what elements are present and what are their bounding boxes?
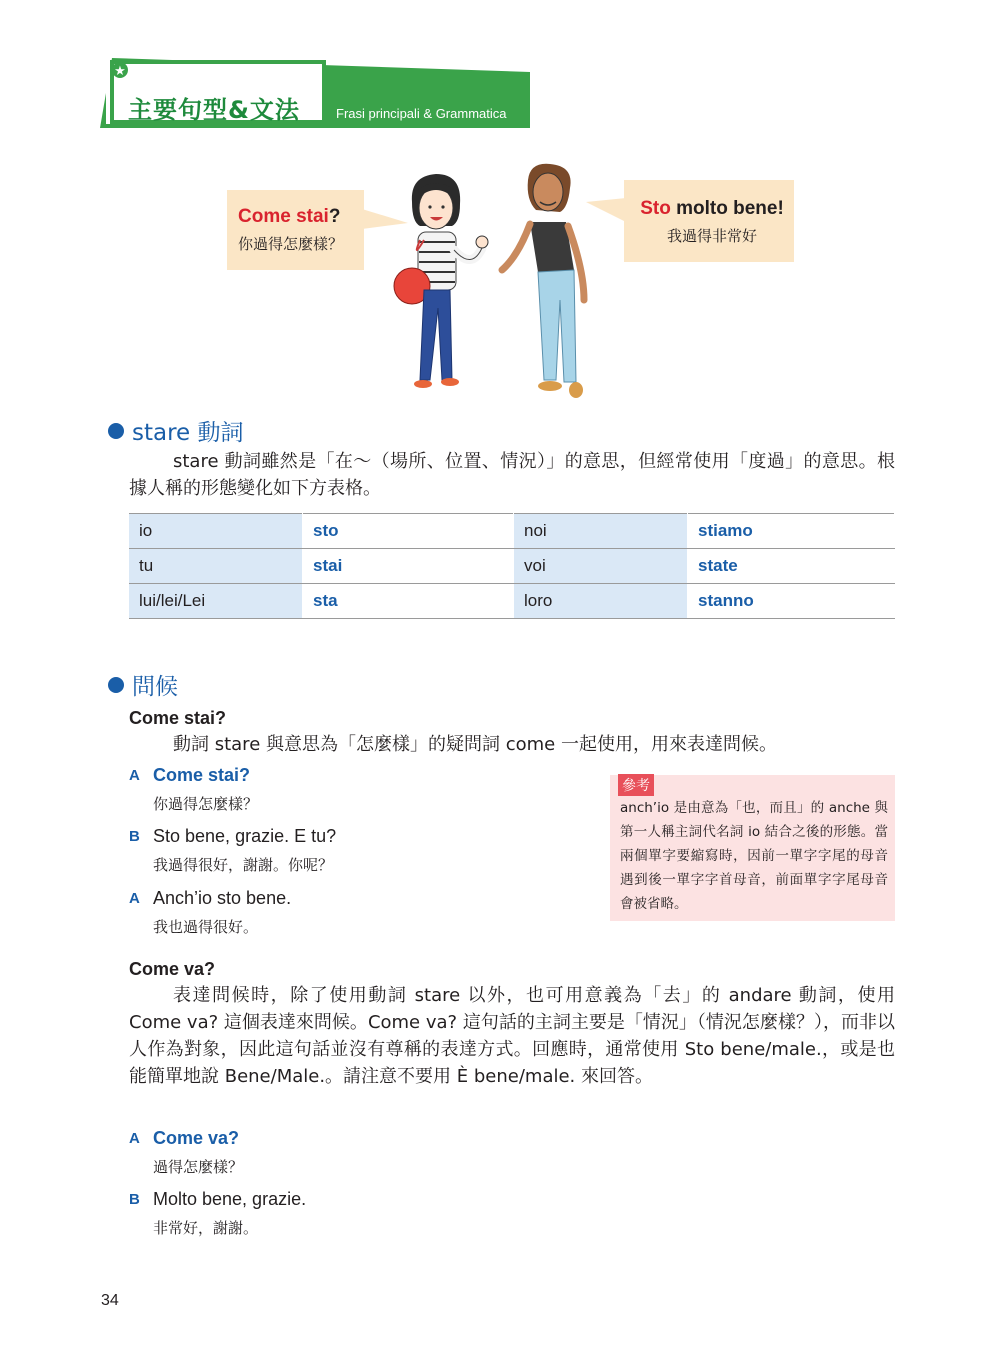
- speaker-label: A: [129, 890, 140, 907]
- stare-heading: [108, 414, 244, 447]
- section-title: 主要句型&文法: [128, 96, 300, 124]
- reference-note-text: anch’io 是由意為「也，而且」的 anche 與第一人稱主詞代名詞 io 結合之後的形態。當兩個單字要縮寫時，因前一單字字尾的母音遇到後一單字字首母音，前面單字字尾母音會被省略。: [620, 800, 888, 912]
- woman-right-figure: [502, 164, 584, 398]
- bubble-left-chinese: 你過得怎麼樣？: [238, 235, 344, 253]
- table-cell: io: [129, 514, 303, 549]
- table-cell: stai: [303, 549, 514, 584]
- bubble-left-italian-rest: ?: [328, 206, 341, 227]
- table-row: [129, 584, 895, 619]
- conjugation-table: [129, 513, 895, 619]
- bubble-right-italian-red: Sto: [640, 198, 671, 219]
- bubble-left-italian-red: Come stai: [238, 206, 329, 227]
- dialogue-chinese: 我過得很好，謝謝。你呢？: [153, 856, 334, 874]
- dialogue-chinese: 你過得怎麼樣？: [153, 795, 259, 813]
- greeting-heading: [108, 668, 178, 701]
- speech-bubble-right: [624, 180, 794, 262]
- reference-note-label: 參考: [618, 774, 654, 796]
- stare-paragraph: stare 動詞雖然是「在～（場所、位置、情況）」的意思，但經常使用「度過」的意思。根據人稱的形態變化如下方表格。: [129, 451, 895, 499]
- people-illustration: [390, 160, 610, 405]
- table-cell: tu: [129, 549, 303, 584]
- dialogue-italian: Anch’io sto bene.: [153, 888, 292, 908]
- come-stai-paragraph: 動詞 stare 與意思為「怎麼樣」的疑問詞 come 一起使用，用來表達問候。: [173, 734, 777, 755]
- bullet-dot-icon: [108, 423, 124, 439]
- table-cell: stanno: [688, 584, 895, 619]
- dialogue-chinese: 非常好，謝謝。: [153, 1219, 259, 1237]
- come-va-subheading: Come va?: [129, 959, 216, 979]
- bullet-dot-icon: [108, 677, 124, 693]
- table-cell: lui/lei/Lei: [129, 584, 303, 619]
- speaker-label: A: [129, 1130, 140, 1147]
- speech-bubble-left: [227, 190, 364, 270]
- come-va-paragraph: 表達問候時，除了使用動詞 stare 以外，也可用意義為「去」的 andare 動詞，使用 Come va? 這個表達來問候。Come va? 這句話的主詞主要是「情況」（情況怎麼樣？），而非以人作為對象，因此這句話並沒有尊稱的表達方式。回應時，通常使用 Sto bene/male.，或是也能簡單地說 Bene/Male.。請注意不要用 È bene/male. 來回答。: [129, 985, 895, 1087]
- stare-heading-text: stare 動詞: [132, 420, 244, 446]
- speaker-label: A: [129, 767, 140, 784]
- bubble-right-chinese: 我過得非常好: [666, 227, 757, 245]
- table-cell: loro: [514, 584, 688, 619]
- table-cell: state: [688, 549, 895, 584]
- come-stai-subheading: Come stai?: [129, 708, 227, 728]
- dialogue-italian: Molto bene, grazie.: [153, 1189, 307, 1209]
- greeting-heading-text: 問候: [132, 674, 178, 700]
- woman-left-figure: [394, 174, 488, 388]
- dialogue-italian: Come va?: [153, 1128, 240, 1148]
- speaker-label: B: [129, 828, 140, 845]
- page-number: 34: [101, 1292, 119, 1309]
- section-subtitle: Frasi principali & Grammatica: [336, 106, 507, 121]
- dialogue-chinese: 我也過得很好。: [153, 918, 259, 936]
- dialogue-italian: Come stai?: [153, 765, 251, 785]
- bubble-right-italian-rest: molto bene!: [670, 198, 784, 219]
- table-row: [129, 514, 895, 549]
- speaker-label: B: [129, 1191, 140, 1208]
- dialogue-chinese: 過得怎麼樣？: [153, 1158, 244, 1176]
- table-cell: sta: [303, 584, 514, 619]
- dialogue-italian: Sto bene, grazie. E tu?: [153, 826, 337, 846]
- table-cell: noi: [514, 514, 688, 549]
- table-row: [129, 549, 895, 584]
- table-cell: voi: [514, 549, 688, 584]
- table-cell: stiamo: [688, 514, 895, 549]
- table-cell: sto: [303, 514, 514, 549]
- svg-text:★: ★: [114, 64, 126, 79]
